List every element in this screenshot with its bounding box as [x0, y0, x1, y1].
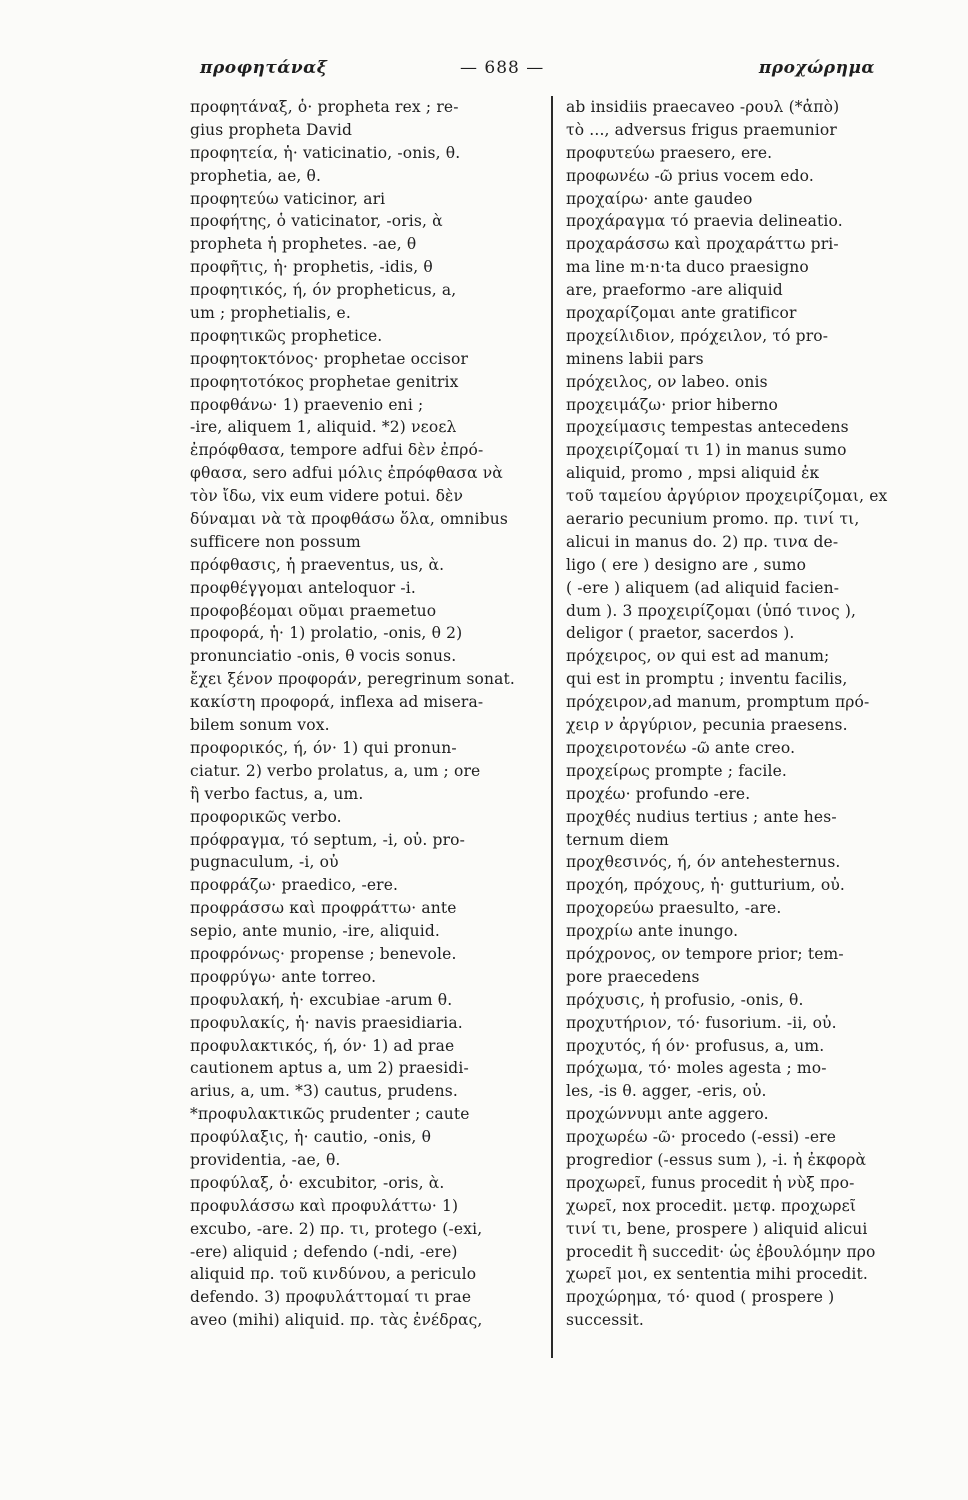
entry-line: aliquid, promo , mpsi aliquid ἐκ: [566, 464, 820, 483]
entry-line: minens labii pars: [566, 349, 704, 368]
entry-line: προχειμάζω· prior hiberno: [566, 395, 779, 414]
page-number: — 688 —: [460, 58, 545, 78]
entry-line: προφητικῶς prophetice.: [190, 326, 383, 345]
running-headword-left: προφητάναξ: [200, 58, 328, 78]
entry-line: προχωρεῖ, funus procedit ἡ νὺξ προ-: [566, 1173, 855, 1192]
entry-line: προχείρως prompte ; facile.: [566, 761, 787, 780]
right-column: [566, 96, 931, 1332]
entry-line: προφυλακή, ἡ· excubiae -arum θ.: [190, 990, 453, 1009]
entry-line: ἢ verbo factus, a, um.: [190, 784, 364, 803]
entry-line: ligo ( ere ) designo are , sumo: [566, 555, 807, 574]
entry-line: arius, a, um. *3) cautus, prudens.: [190, 1082, 458, 1101]
entry-line: προφορά, ἡ· 1) prolatio, -onis, θ 2): [190, 624, 463, 643]
entry-line: προχαράσσω καὶ προχαράττω pri-: [566, 235, 839, 254]
entry-line: ( -ere ) aliquem (ad aliquid facien-: [566, 578, 840, 597]
entry-line: πρόφθασις, ἡ praeventus, us, ὰ.: [190, 555, 445, 574]
entry-line: προφοβέομαι οῦμαι praemetuo: [190, 601, 437, 620]
entry-line: προφθάνω· 1) praevenio eni ;: [190, 395, 424, 414]
entry-line: defendo. 3) προφυλάττομαί τι prae: [190, 1288, 472, 1307]
entry-line: προφράζω· praedico, -ere.: [190, 876, 399, 895]
entry-line: πρόχειλος, ον labeo. onis: [566, 372, 768, 391]
entry-line: πρόχρονος, ον tempore prior; tem-: [566, 944, 844, 963]
entry-line: προφρύγω· ante torreo.: [190, 967, 377, 986]
entry-line: τινί τι, bene, prospere ) aliquid alicui: [566, 1219, 868, 1238]
entry-line: κακίστη προφορά, inflexa ad misera-: [190, 693, 484, 712]
entry-line: προφητικός, ή, όν propheticus, a,: [190, 281, 457, 300]
entry-line: aveo (mihi) aliquid. πρ. τὰς ἐνέδρας,: [190, 1311, 483, 1330]
entry-line: προφῆτις, ἡ· prophetis, -idis, θ: [190, 258, 433, 277]
entry-line: -ere) aliquid ; defendo (-ndi, -ere): [190, 1242, 458, 1261]
entry-line: χωρεῖ μοι, ex sententia mihi procedit.: [566, 1265, 868, 1284]
entry-line: deligor ( praetor, sacerdos ).: [566, 624, 795, 643]
entry-line: προφυλάσσω καὶ προφυλάττω· 1): [190, 1196, 459, 1215]
entry-line: excubo, -are. 2) πρ. τι, protego (-exi,: [190, 1219, 483, 1238]
entry-line: pore praecedens: [566, 967, 700, 986]
entry-line: are, praeformo -are aliquid: [566, 281, 783, 300]
running-headword-right: προχώρημα: [758, 58, 875, 78]
entry-line: sufficere non possum: [190, 532, 361, 551]
entry-line: προχώννυμι ante aggero.: [566, 1105, 769, 1124]
entry-line: prophetia, ae, θ.: [190, 166, 322, 185]
entry-line: προφήτης, ὁ vaticinator, -oris, ὰ: [190, 212, 443, 231]
entry-line: προχαρίζομαι ante gratificor: [566, 304, 797, 323]
entry-line: προφράσσω καὶ προφράττω· ante: [190, 899, 457, 918]
entry-line: δύναμαι νὰ τὰ προφθάσω ὅλα, omnibus: [190, 510, 508, 529]
entry-line: προφρόνως· propense ; benevole.: [190, 944, 457, 963]
entry-line: προχυτήριον, τό· fusorium. -ii, οὐ.: [566, 1013, 837, 1032]
entry-line: πρόχυσις, ἡ profusio, -onis, θ.: [566, 990, 804, 1009]
entry-line: qui est in promptu ; inventu facilis,: [566, 670, 848, 689]
entry-line: sepio, ante munio, -ire, aliquid.: [190, 922, 440, 941]
entry-line: προφορικός, ή, όν· 1) qui pronun-: [190, 738, 457, 757]
entry-line: προφητάναξ, ὁ· propheta rex ; re-: [190, 98, 459, 116]
entry-line: προχειροτονέω -ῶ ante creo.: [566, 738, 796, 757]
entry-line: προφυτεύω praesero, ere.: [566, 143, 773, 162]
entry-line: προφητοκτόνος· prophetae occisor: [190, 349, 469, 368]
entry-line: ternum diem: [566, 830, 669, 849]
entry-line: πρόχωμα, τό· moles agesta ; mo-: [566, 1059, 827, 1078]
entry-line: προχυτός, ή όν· profusus, a, um.: [566, 1036, 825, 1055]
entry-line: προφυλακίς, ἡ· navis praesidiaria.: [190, 1013, 463, 1032]
entry-line: *προφυλακτικῶς prudenter ; caute: [190, 1105, 470, 1124]
entry-line: propheta ἡ prophetes. -ae, θ: [190, 235, 417, 254]
entry-line: aerario pecunium promo. πρ. τινί τι,: [566, 510, 860, 529]
entry-line: προχείμασις tempestas antecedens: [566, 418, 849, 437]
entry-line: successit.: [566, 1311, 644, 1330]
entry-line: alicui in manus do. 2) πρ. τινα de-: [566, 532, 839, 551]
entry-line: προχαίρω· ante gaudeo: [566, 189, 753, 208]
entry-line: χειρ ν ἀργύριον, pecunia praesens.: [566, 716, 848, 735]
entry-line: φθασα, sero adfui μόλις ἐπρόφθασα νὰ: [190, 464, 503, 483]
entry-line: providentia, -ae, θ.: [190, 1150, 341, 1169]
entry-line: προχόη, πρόχους, ἡ· gutturium, οὐ.: [566, 876, 845, 895]
entry-line: προχορεύω praesulto, -are.: [566, 899, 782, 918]
entry-line: ἐπρόφθασα, tempore adfui δὲν ἐπρό-: [190, 441, 484, 460]
entry-line: προφυλακτικός, ή, όν· 1) ad prae: [190, 1036, 455, 1055]
entry-line: προχείλιδιον, πρόχειλον, τό pro-: [566, 326, 829, 345]
entry-line: les, -is θ. agger, -eris, οὐ.: [566, 1082, 767, 1101]
entry-line: προφητεύω vaticinor, ari: [190, 189, 386, 208]
entry-line: προφητοτόκος prophetae genitrix: [190, 372, 459, 391]
entry-line: procedit ἢ succedit· ὡς ἐβουλόμην προ: [566, 1242, 876, 1261]
entry-line: τὸ ..., adversus frigus praemunior: [566, 120, 837, 139]
entry-line: ma line m·n·ta duco praesigno: [566, 258, 809, 277]
entry-line: προφωνέω -ῶ prius vocem edo.: [566, 166, 814, 185]
entry-line: gius propheta David: [190, 120, 353, 139]
entry-line: προχάραγμα τό praevia delineatio.: [566, 212, 843, 231]
entry-line: um ; prophetialis, e.: [190, 304, 351, 323]
entry-line: προφθέγγομαι anteloquor -i.: [190, 578, 416, 597]
entry-line: τὸν ἴδω, vix eum videre potui. δὲν: [190, 487, 464, 506]
entry-line: τοῦ ταμείου ἀργύριον προχειρίζομαι, ex: [566, 487, 888, 506]
entry-line: προφύλαξις, ἡ· cautio, -onis, θ: [190, 1128, 432, 1147]
entry-line: προχθές nudius tertius ; ante hes-: [566, 807, 837, 826]
entry-line: aliquid πρ. τοῦ κινδύνου, a periculo: [190, 1265, 477, 1284]
entry-line: προχώρημα, τό· quod ( prospere ): [566, 1288, 835, 1307]
entry-line: προχθεσινός, ή, όν antehesternus.: [566, 853, 841, 872]
entry-line: ἔχει ξένον προφοράν, peregrinum sonat.: [190, 670, 516, 689]
entry-line: χωρεῖ, nox procedit. μετφ. προχωρεῖ: [566, 1196, 857, 1215]
entry-line: progredior (-essus sum ), -i. ἡ ἐκφορὰ: [566, 1150, 867, 1169]
entry-line: πρόχειρος, ον qui est ad manum;: [566, 647, 830, 666]
entry-line: προχωρέω -ῶ· procedo (-essi) -ere: [566, 1128, 837, 1147]
entry-line: pronunciatio -onis, θ vocis sonus.: [190, 647, 457, 666]
entry-line: προχέω· profundo -ere.: [566, 784, 751, 803]
entry-line: dum ). 3 προχειρίζομαι (ὑπό τινος ),: [566, 601, 857, 620]
entry-line: pugnaculum, -i, οὐ: [190, 853, 339, 872]
entry-line: πρόφραγμα, τό septum, -i, οὐ. pro-: [190, 830, 466, 849]
page-header: [140, 58, 875, 86]
entry-line: προφητεία, ἡ· vaticinatio, -onis, θ.: [190, 143, 461, 162]
left-column: [190, 96, 542, 1332]
entry-line: -ire, aliquem 1, aliquid. *2) νεοελ: [190, 418, 457, 437]
entry-line: προχειρίζομαί τι 1) in manus sumo: [566, 441, 847, 460]
entry-line: ab insidiis praecaveo -ρουλ (*ἀπὸ): [566, 98, 840, 116]
column-divider: [551, 96, 553, 1358]
entry-line: cautionem aptus a, um 2) praesidi-: [190, 1059, 469, 1078]
entry-line: προφύλαξ, ὁ· excubitor, -oris, ὰ.: [190, 1173, 445, 1192]
entry-line: προφορικῶς verbo.: [190, 807, 342, 826]
entry-line: bilem sonum vox.: [190, 716, 330, 735]
entry-line: ciatur. 2) verbo prolatus, a, um ; ore: [190, 761, 481, 780]
entry-line: προχρίω ante inungo.: [566, 922, 739, 941]
entry-line: πρόχειρον,ad manum, promptum πρό-: [566, 693, 870, 712]
